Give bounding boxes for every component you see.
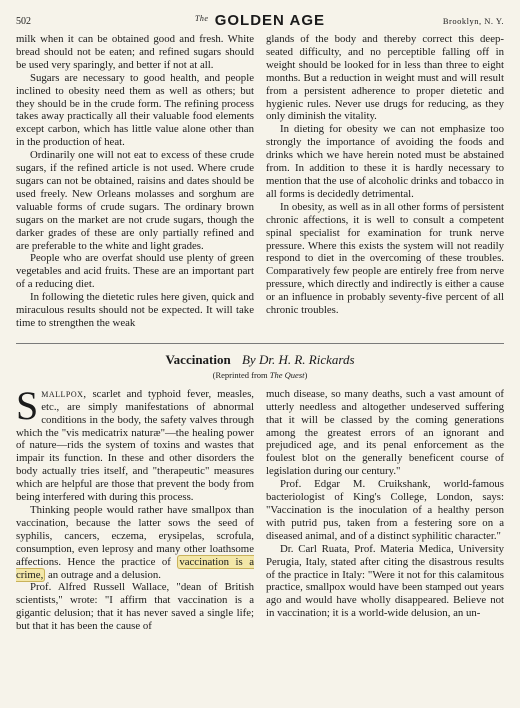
masthead-title: GOLDEN AGE [214, 12, 326, 29]
paragraph-text-before: Thinking people would rather have smallpox than vaccination, because the latter sows the seed of syphilis, cancers, eczema, erysipelas, scrofula, consumption, even leprosy and many other loathsome affections. Hence the practice of [16, 504, 254, 568]
paragraph: In obesity, as well as in all other forms of persistent chronic affections, it is well to consult a competent spinal specialist for examination for trunk nerve pressure. Where this exists the system will not readily respond to diet in the overcoming of these troubles. Comparatively few people are entirely free from nerve pressure, which directly and indirectly is either a cause or an influence in probably seventy-five percent of all chronic troubles. [266, 200, 504, 317]
paragraph: People who are overfat should use plenty of green vegetables and acid fruits. These are an important part of a reducing diet. [16, 252, 254, 291]
paragraph: much disease, so many deaths, such a vast amount of utterly needless and altogether undeserved suffering that it will be classed by the coming generations among the greatest errors of an ignorant and prejudiced age, and its penal enforcement as the foulest blot on the generally beneficent course of legislation during our century." [266, 387, 504, 478]
drop-cap: S [16, 382, 39, 428]
upper-article [16, 33, 504, 330]
opening-text: scarlet and typhoid fever, measles, etc., are simply manifestations of abnormal conditions in the body, the safety valves through which the "vis medicatrix naturæ"—the healing power of nature—rids the system of toxins and wastes that impair its function. In these and other disorders the body actually tries itself, and "therapeutic" measures which are helpful are those that prevent the body from being interfered with during this process. [16, 387, 254, 504]
paragraph: In dieting for obesity we can not emphasize too strongly the importance of avoiding the foods and drinks which we have herein noted must be abstained from. In addition to these it is hardly necessary to mention that the use of alcoholic drinks and tobacco in all forms is decidedly detrimental. [266, 123, 504, 200]
vaccination-left-column [16, 382, 254, 633]
paragraph: In following the dietetic rules here given, quick and miraculous results should not be expected. It will take time to strengthen the weak [16, 291, 254, 329]
vaccination-right-column [266, 388, 504, 633]
page-number: 502 [16, 16, 31, 27]
article-heading [16, 352, 504, 368]
paragraph: Sugars are necessary to good health, and people inclined to obesity need them as well as others; but they should be in the crude form. The refining process takes away practically all their valuable food elements except carbon, which has little value alone other than in the production of heat. [16, 71, 254, 149]
opening-small-caps: mallpox, [41, 387, 87, 400]
masthead [16, 12, 504, 30]
reprint-note [16, 370, 504, 380]
reprint-source: The Quest [269, 369, 305, 380]
article-title: Vaccination [165, 351, 231, 367]
paragraph: Ordinarily one will not eat to excess of these crude sugars, if the refined article is not used. Where crude sugars can not be obtained, raisins and dates should be used freely. New Orleans molasses and sorghum are valuable forms of crude sugars. The ordinary brown sugars on the market are not crude sugars, though the darker grades of these are only partially refined and are preferable to the white and light grades. [16, 149, 254, 252]
reprint-suffix: ) [304, 369, 308, 380]
publication-place: Brooklyn, N. Y. [442, 16, 504, 26]
paragraph: milk when it can be obtained good and fresh. White bread should not be eaten; and refined sugars should be used very sparingly, and better if not at all. [16, 33, 254, 71]
page-header [16, 12, 504, 30]
paragraph-text-after: an outrage and a delusion. [45, 568, 162, 581]
paragraph: Prof. Alfred Russell Wallace, "dean of British scientists," wrote: "I affirm that vaccination is a gigantic delusion; that it has never saved a single life; but that it has been the cause of [16, 581, 254, 633]
upper-left-column [16, 33, 254, 330]
paragraph: glands of the body and thereby correct this deep-seated difficulty, and no perceptible falling off in weight should be looked for in less than three to eight months. But a reduction in weight must and will result from a persistent adherence to proper dietetic and hygienic rules. Never use drugs for reducing, as they only diminish the vitality. [266, 33, 504, 123]
opening-paragraph [16, 382, 254, 504]
paragraph: Prof. Edgar M. Cruikshank, world-famous bacteriologist of King's College, London, says: "Vaccination is the inoculation of a healthy person with putrid pus, taken from a festering sore on a diseased animal, and of a distinct syphilitic character." [266, 478, 504, 542]
vaccination-article [16, 382, 504, 633]
article-byline: By Dr. H. R. Rickards [241, 351, 355, 367]
reprint-prefix: (Reprinted from [212, 369, 270, 380]
masthead-the: The [194, 14, 209, 23]
upper-right-column [266, 33, 504, 330]
paragraph [16, 504, 254, 581]
section-divider [16, 343, 504, 344]
paragraph: Dr. Carl Ruata, Prof. Materia Medica, University Perugia, Italy, stated after citing the disastrous results of the practice in Italy: "Were it not for this calamitous practice, smallpox would have been stamped out years ago and would have wholly disappeared. Believe not in vaccination; it is a world-wide delusion, an un- [266, 542, 504, 620]
highlighted-phrase[interactable]: vaccination is a crime, [16, 555, 254, 581]
